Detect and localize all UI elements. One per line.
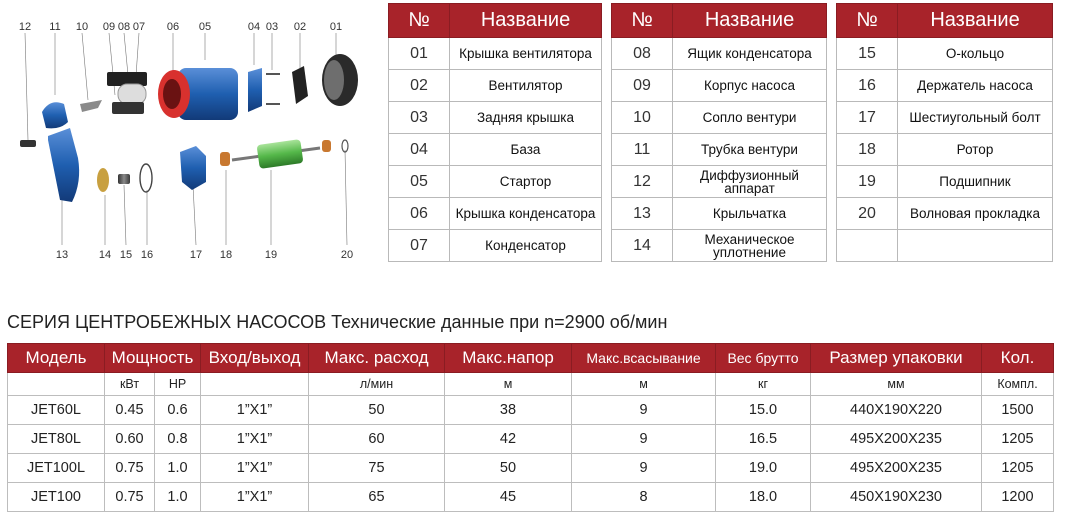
nozzle-part <box>80 100 102 112</box>
table-row <box>389 38 602 70</box>
table-row <box>837 70 1053 102</box>
unit-cell: м <box>445 373 572 396</box>
fan-cover-inner <box>324 60 344 100</box>
part-number: 17 <box>837 102 898 134</box>
unit-cell <box>201 373 309 396</box>
part-number: 02 <box>389 70 450 102</box>
part-number: 18 <box>837 134 898 166</box>
part-number: 15 <box>837 38 898 70</box>
part-name: Держатель насоса <box>898 70 1053 102</box>
spec-cell: 495X200X235 <box>811 454 982 483</box>
parts-table-1 <box>388 3 602 262</box>
bearing-rear <box>322 140 331 152</box>
part-name: Механическое уплотнение <box>673 230 827 262</box>
col-gross-weight: Вес брутто <box>716 344 811 373</box>
part-number: 13 <box>612 198 673 230</box>
col-quantity: Кол. <box>982 344 1054 373</box>
part-number-label: 05 <box>198 21 212 33</box>
pump-body <box>48 128 79 202</box>
part-name: Диффузионный аппарат <box>673 166 827 198</box>
spec-cell: JET100 <box>8 483 105 512</box>
table-row <box>389 166 602 198</box>
table-row <box>612 70 827 102</box>
table-row <box>612 230 827 262</box>
leader-lines <box>25 33 347 245</box>
spec-cell: 9 <box>572 396 716 425</box>
part-number: 03 <box>389 102 450 134</box>
part-number-label: 09 <box>102 21 116 33</box>
table-row <box>837 166 1053 198</box>
table-row <box>612 38 827 70</box>
rear-cover <box>248 68 262 112</box>
part-name: Шестиугольный болт <box>898 102 1053 134</box>
table-row <box>612 198 827 230</box>
table-row <box>612 166 827 198</box>
spec-cell: 19.0 <box>716 454 811 483</box>
table-row <box>8 483 1054 512</box>
part-number-label: 15 <box>119 249 133 261</box>
part-name: Задняя крышка <box>450 102 602 134</box>
part-number: 05 <box>389 166 450 198</box>
part-name: Подшипник <box>898 166 1053 198</box>
part-number-label: 17 <box>189 249 203 261</box>
spec-cell: 0.75 <box>105 483 155 512</box>
capacitor-cover <box>112 102 144 114</box>
parts-header-row <box>837 4 1053 38</box>
table-row <box>837 102 1053 134</box>
spec-cell: 9 <box>572 454 716 483</box>
part-number-label: 10 <box>75 21 89 33</box>
table-row <box>837 198 1053 230</box>
part-name: Крышка конденсатора <box>450 198 602 230</box>
spec-cell: 0.60 <box>105 425 155 454</box>
col-max-head: Макс.напор <box>445 344 572 373</box>
spec-cell: 1”X1” <box>201 454 309 483</box>
spec-cell: 0.8 <box>155 425 201 454</box>
unit-cell: HP <box>155 373 201 396</box>
spec-cell: 1205 <box>982 425 1054 454</box>
spec-cell: 1500 <box>982 396 1054 425</box>
part-number-label: 08 <box>117 21 131 33</box>
spec-cell: 440X190X220 <box>811 396 982 425</box>
unit-cell <box>8 373 105 396</box>
part-number-label: 16 <box>140 249 154 261</box>
header-number: № <box>389 4 450 38</box>
part-name: Трубка вентури <box>673 134 827 166</box>
spec-cell: 8 <box>572 483 716 512</box>
bearing-front <box>220 152 230 166</box>
spec-cell: 450X190X230 <box>811 483 982 512</box>
o-ring <box>140 164 152 192</box>
diffuser-part <box>42 102 68 128</box>
part-name: Конденсатор <box>450 230 602 262</box>
table-row <box>612 102 827 134</box>
part-number: 06 <box>389 198 450 230</box>
spec-header-row <box>8 344 1054 373</box>
part-name: Сопло вентури <box>673 102 827 134</box>
unit-cell: м <box>572 373 716 396</box>
unit-cell: Компл. <box>982 373 1054 396</box>
parts-table-2 <box>611 3 827 262</box>
unit-cell: мм <box>811 373 982 396</box>
unit-cell: л/мин <box>309 373 445 396</box>
col-max-flow: Макс. расход <box>309 344 445 373</box>
parts-header-row <box>612 4 827 38</box>
col-max-suction: Макс.всасывание <box>572 344 716 373</box>
spec-cell: 0.45 <box>105 396 155 425</box>
header-name: Название <box>450 4 602 38</box>
table-row <box>389 70 602 102</box>
table-row <box>612 134 827 166</box>
spec-cell: 38 <box>445 396 572 425</box>
header-name: Название <box>673 4 827 38</box>
fan <box>292 66 308 104</box>
col-package-size: Размер упаковки <box>811 344 982 373</box>
spec-cell: 1200 <box>982 483 1054 512</box>
spec-cell: 1.0 <box>155 483 201 512</box>
part-name: Корпус насоса <box>673 70 827 102</box>
part-number: 07 <box>389 230 450 262</box>
table-row <box>389 230 602 262</box>
part-name: Стартор <box>450 166 602 198</box>
table-row <box>837 38 1053 70</box>
part-number-label: 11 <box>49 21 61 33</box>
part-name: База <box>450 134 602 166</box>
parts-table-3 <box>836 3 1053 262</box>
part-name <box>898 230 1053 262</box>
part-number-label: 03 <box>265 21 279 33</box>
part-number: 12 <box>612 166 673 198</box>
part-number: 11 <box>612 134 673 166</box>
spec-cell: 495X200X235 <box>811 425 982 454</box>
spec-cell: 75 <box>309 454 445 483</box>
header-name: Название <box>898 4 1053 38</box>
col-model: Модель <box>8 344 105 373</box>
spec-cell: 15.0 <box>716 396 811 425</box>
mechanical-seal <box>118 174 130 184</box>
part-number-label: 04 <box>247 21 261 33</box>
series-title: СЕРИЯ ЦЕНТРОБЕЖНЫХ НАСОСОВ Технические данные при n=2900 об/мин <box>7 312 668 332</box>
capacitor <box>118 84 146 104</box>
header-number: № <box>837 4 898 38</box>
rotor-core <box>257 139 304 169</box>
part-number-label: 12 <box>18 21 32 33</box>
part-number-label: 06 <box>166 21 180 33</box>
unit-cell: кВт <box>105 373 155 396</box>
impeller <box>97 168 109 192</box>
spec-cell: 42 <box>445 425 572 454</box>
spec-cell: 50 <box>309 396 445 425</box>
spec-cell: 0.75 <box>105 454 155 483</box>
part-number: 20 <box>837 198 898 230</box>
part-number: 09 <box>612 70 673 102</box>
spec-cell: 0.6 <box>155 396 201 425</box>
part-number: 14 <box>612 230 673 262</box>
part-number-label: 14 <box>98 249 112 261</box>
spec-cell: 16.5 <box>716 425 811 454</box>
part-number: 01 <box>389 38 450 70</box>
part-name: Крыльчатка <box>673 198 827 230</box>
part-name: Ящик конденсатора <box>673 38 827 70</box>
spec-cell: 1”X1” <box>201 425 309 454</box>
spec-cell: 18.0 <box>716 483 811 512</box>
pump-holder <box>180 146 206 190</box>
spec-cell: 1205 <box>982 454 1054 483</box>
table-row <box>389 198 602 230</box>
table-row <box>389 134 602 166</box>
table-row <box>389 102 602 134</box>
part-name: Ротор <box>898 134 1053 166</box>
part-number: 08 <box>612 38 673 70</box>
part-number: 16 <box>837 70 898 102</box>
header-number: № <box>612 4 673 38</box>
spec-cell: JET100L <box>8 454 105 483</box>
table-row <box>837 230 1053 262</box>
spec-cell: 9 <box>572 425 716 454</box>
part-number: 19 <box>837 166 898 198</box>
part-number-label: 01 <box>329 21 343 33</box>
table-row <box>8 454 1054 483</box>
technical-data-table <box>7 343 1054 512</box>
part-name: Крышка вентилятора <box>450 38 602 70</box>
part-number-label: 02 <box>293 21 307 33</box>
spec-cell: 45 <box>445 483 572 512</box>
part-number-label: 20 <box>340 249 354 261</box>
part-number-label: 19 <box>264 249 278 261</box>
part-name: Вентилятор <box>450 70 602 102</box>
parts-header-row <box>389 4 602 38</box>
part-number-label: 07 <box>132 21 146 33</box>
part-number-label: 13 <box>55 249 69 261</box>
part-number <box>837 230 898 262</box>
col-power: Мощность <box>105 344 201 373</box>
plug-part <box>20 140 36 147</box>
spec-cell: 1”X1” <box>201 483 309 512</box>
spec-cell: 1.0 <box>155 454 201 483</box>
table-row <box>837 134 1053 166</box>
part-number-label: 18 <box>219 249 233 261</box>
units-row <box>8 373 1054 396</box>
stator-opening <box>163 79 181 109</box>
table-row <box>8 425 1054 454</box>
pump-exploded-diagram <box>0 0 380 280</box>
spec-cell: JET60L <box>8 396 105 425</box>
spec-cell: 50 <box>445 454 572 483</box>
spec-cell: 65 <box>309 483 445 512</box>
part-number: 04 <box>389 134 450 166</box>
spec-cell: JET80L <box>8 425 105 454</box>
part-name: Волновая прокладка <box>898 198 1053 230</box>
spec-cell: 1”X1” <box>201 396 309 425</box>
table-row <box>8 396 1054 425</box>
part-number: 10 <box>612 102 673 134</box>
spec-cell: 60 <box>309 425 445 454</box>
part-name: О-кольцо <box>898 38 1053 70</box>
col-inlet-outlet: Вход/выход <box>201 344 309 373</box>
unit-cell: кг <box>716 373 811 396</box>
